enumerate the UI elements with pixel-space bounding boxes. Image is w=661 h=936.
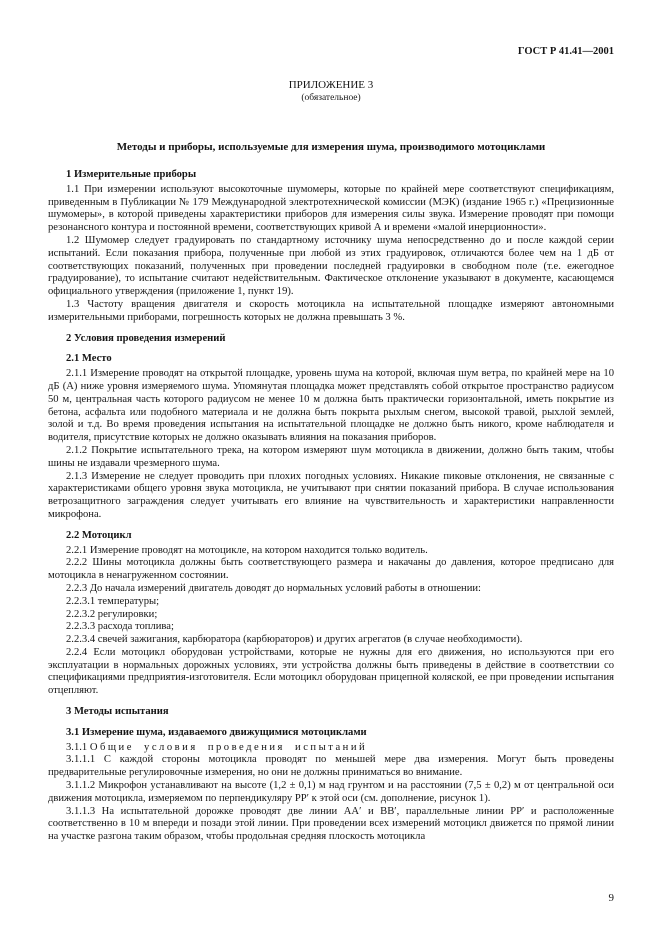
paragraph: 2.2.2 Шины мотоцикла должны быть соответствующего размера и накачаны до давления, которое предписано для мотоцикла в ненагруженном состоянии.	[48, 557, 614, 582]
paragraph: 2.2.1 Измерение проводят на мотоцикле, на котором находится только водитель.	[66, 544, 428, 556]
section-heading: 3 Методы испытания	[66, 706, 169, 718]
section-heading: 3.1 Измерение шума, издаваемого движущимися мотоциклами	[66, 726, 367, 738]
paragraph: 1.2 Шумомер следует градуировать по стандартному источнику шума непосредственно до и после каждой серии испытаний. Если показания прибора, полученные при любой из этих градуировок, отличаются более чем на 1 дБ от соответствующих показаний, полученных при проведении последней градуировки в свободном поле (т.е. ежегодное градуирование), то испытание считают недействительным. Фактическое отклонение указывают в документе, касающемся официального утверждения (приложение 1, пункт 19).	[48, 234, 614, 298]
paragraph	[48, 742, 614, 755]
paragraph: 2.2.4 Если мотоцикл оборудован устройствами, которые не нужны для его движения, но используются при его эксплуатации в нормальных дорожных условиях, эти устройства должны быть приведены в действие в соответствии со спецификациями предприятия-изготовителя. Если мотоцикл оборудован прицепной коляской, ее при проведении испытания отцепляют.	[48, 646, 614, 697]
document-header	[48, 46, 614, 58]
paragraph: 2.2.3.2 регулировки;	[66, 608, 158, 620]
paragraph: 2.2.3.4 свечей зажигания, карбюратора (карбюраторов) и других агрегатов (в случае необходимости).	[66, 634, 523, 646]
clause-number: 3.1.1	[66, 741, 90, 753]
spaced-heading-text: Общие условия проведения испытаний	[89, 741, 368, 753]
paragraph: 2.1.3 Измерение не следует проводить при плохих погодных условиях. Никакие пиковые отклонения, не связанные с характеристиками общего уровня звука мотоцикла, не учитывают при снятии показаний прибора. В случае использования ветрозащитного заграждения следует учитывать его влияние на чувствительность и характеристики направленности микрофона.	[48, 470, 614, 520]
section-heading: 2 Условия проведения измерений	[66, 332, 226, 344]
paragraph: 3.1.1.2 Микрофон устанавливают на высоте (1,2 ± 0,1) м над грунтом и на расстоянии (7,5 ± 0,2) м от центральной оси движения мотоцикла, измеряемом по перпендикуляру PP′ к этой оси (см. дополнение, рисунок 1).	[48, 780, 614, 804]
paragraph: 3.1.1.3 На испытательной дорожке проводят две линии AA′ и BB′, параллельные линии PP′ и расположенные соответственно в 10 м впереди и позади этой линии. При проведении всех измерений мотоцикл движется по прямой линии на участке разгона таким образом, чтобы продольная средняя плоскость мотоцикла	[48, 805, 614, 843]
paragraph: 1.1 При измерении используют высокоточные шумомеры, которые по крайней мере соответствуют спецификациям, приведенным в Публикации № 179 Международной электротехнической комиссии (МЭК) (издание 1965 г.) «Прецизионные шумомеры», в которой приведены характеристики приборов для измерения силы звука. Измерение проводят при помощи резонансного контура и постоянной времени, соответствующих кривой А и времени «малой инерционности».	[48, 183, 614, 234]
paragraph: 2.1.1 Измерение проводят на открытой площадке, уровень шума на которой, включая шум ветра, по крайней мере на 10 дБ (А) ниже уровня измеряемого шума. Упомянутая площадка может представлять собой открытое пространство радиусом 50 м, центральная часть которого радиусом не менее 10 м должна быть практически горизонтальной, иметь покрытие из бетона, асфальта или подобного материала и не должна быть покрыта рыхлым снегом, высокой травой, рыхлой землей, золой и т.д. Во время проведения испытания на испытательной площадке не должно быть никого, кроме наблюдателя и водителя, присутствие которых не должно оказывать влияния на показания приборов.	[48, 368, 614, 444]
appendix-label: ПРИЛОЖЕНИЕ 3	[288, 79, 374, 91]
page-footer	[609, 892, 615, 904]
paragraph: 2.1.2 Покрытие испытательного трека, на котором измеряют шум мотоцикла в движении, должно быть таким, чтобы шины не издавали чрезмерного шума.	[48, 444, 614, 469]
paragraph: 3.1.1.1 С каждой стороны мотоцикла проводят по меньшей мере два измерения. Могут быть проведены предварительные регулировочные измерения, но они не должны приниматься во внимание.	[48, 754, 614, 779]
section-heading: 2.1 Место	[66, 353, 112, 365]
standard-reference: ГОСТ Р 41.41—2001	[517, 46, 614, 57]
paragraph: 1.3 Частоту вращения двигателя и скорость мотоцикла на испытательной площадке измеряют автономными измерительными приборами, погрешность которых не должна превышать 3 %.	[48, 298, 614, 323]
page-number: 9	[608, 892, 614, 904]
appendix-heading	[48, 79, 614, 104]
paragraph: 2.2.3.1 температуры;	[66, 595, 160, 607]
document-body	[48, 169, 614, 844]
document-title: Методы и приборы, используемые для измерения шума, производимого мотоциклами	[116, 141, 546, 153]
section-heading: 2.2 Мотоцикл	[66, 529, 132, 541]
section-heading: 1 Измерительные приборы	[66, 169, 197, 180]
paragraph: 2.2.3.3 расхода топлива;	[66, 621, 174, 633]
appendix-note: (обязательное)	[301, 93, 361, 103]
paragraph: 2.2.3 До начала измерений двигатель доводят до нормальных условий работы в отношении:	[66, 582, 482, 594]
